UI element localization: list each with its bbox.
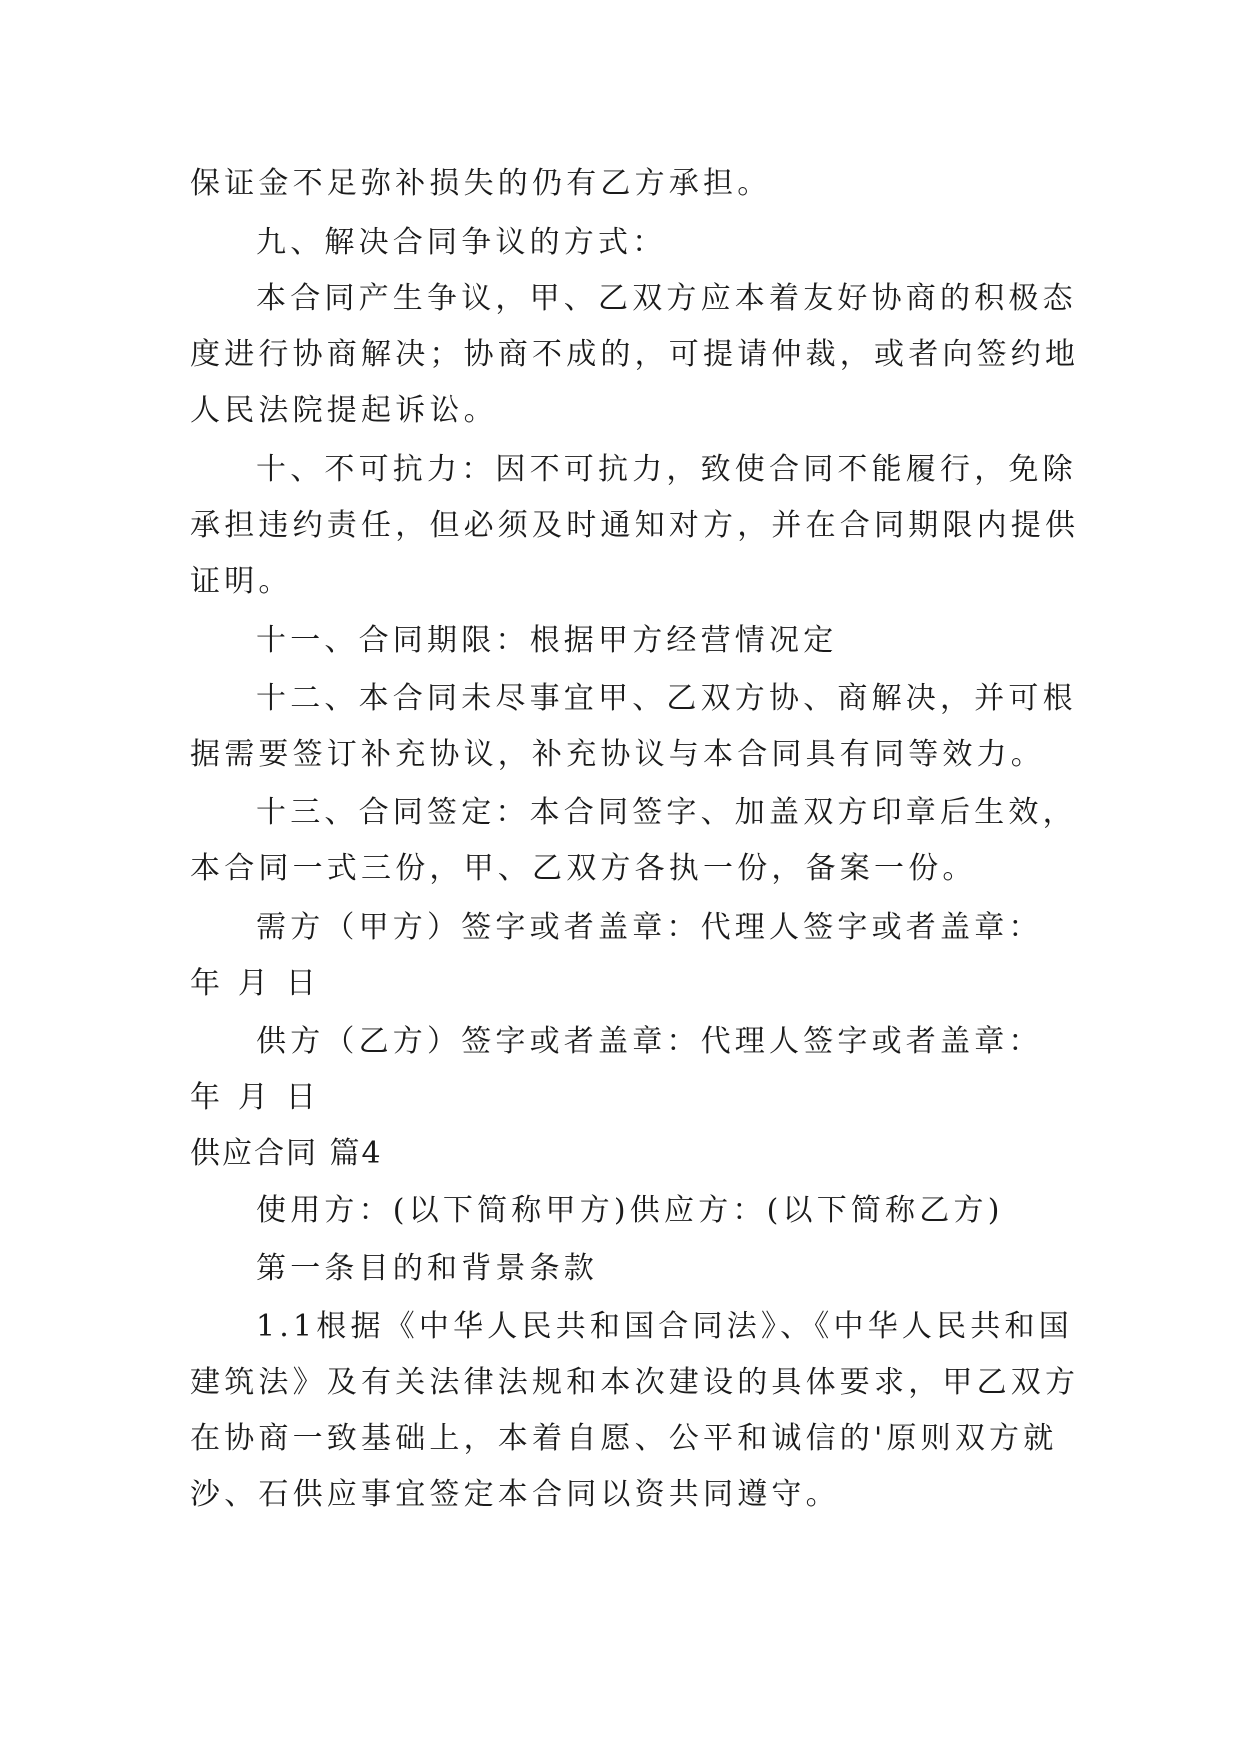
- article-heading: 第一条目的和背景条款: [256, 1251, 598, 1286]
- paragraph-line: 在协商一致基础上，本着自愿、公平和诚信的'原则双方就: [190, 1421, 1058, 1456]
- paragraph-line: 十三、合同签定：本合同签字、加盖双方印章后生效，: [256, 795, 1077, 830]
- paragraph-line: 度进行协商解决；协商不成的，可提请仲裁，或者向签约地: [190, 337, 1080, 372]
- paragraph-line: 1.1根据《中华人民共和国合同法》、《中华人民共和国: [256, 1309, 1073, 1344]
- paragraph-line: 使用方：(以下简称甲方)供应方：(以下简称乙方): [256, 1193, 1004, 1228]
- paragraph-line: 十一、合同期限：根据甲方经营情况定: [256, 623, 838, 658]
- paragraph-line: 沙、石供应事宜签定本合同以资共同遵守。: [190, 1477, 840, 1512]
- paragraph-line: 保证金不足弥补损失的仍有乙方承担。: [190, 166, 772, 201]
- paragraph-line: 人民法院提起诉讼。: [190, 393, 498, 428]
- date-line: 年 月 日: [190, 966, 321, 1001]
- signature-line-buyer: 需方（甲方）签字或者盖章：代理人签字或者盖章：: [256, 910, 1043, 945]
- paragraph-line: 本合同一式三份，甲、乙双方各执一份，备案一份。: [190, 851, 977, 886]
- paragraph-line: 本合同产生争议，甲、乙双方应本着友好协商的积极态: [256, 281, 1077, 316]
- section-heading-dispute: 九、解决合同争议的方式：: [256, 225, 667, 260]
- section-title: 供应合同 篇4: [190, 1136, 383, 1171]
- paragraph-line: 据需要签订补充协议，补充协议与本合同具有同等效力。: [190, 737, 1045, 772]
- paragraph-line: 十二、本合同未尽事宜甲、乙双方协、商解决，并可根: [256, 681, 1077, 716]
- paragraph-line: 证明。: [190, 564, 293, 599]
- date-line: 年 月 日: [190, 1080, 321, 1115]
- signature-line-supplier: 供方（乙方）签字或者盖章：代理人签字或者盖章：: [256, 1024, 1043, 1059]
- paragraph-line: 建筑法》及有关法律法规和本次建设的具体要求，甲乙双方: [190, 1365, 1080, 1400]
- paragraph-line: 承担违约责任，但必须及时通知对方，并在合同期限内提供: [190, 508, 1080, 543]
- paragraph-line: 十、不可抗力：因不可抗力，致使合同不能履行，免除: [256, 452, 1077, 487]
